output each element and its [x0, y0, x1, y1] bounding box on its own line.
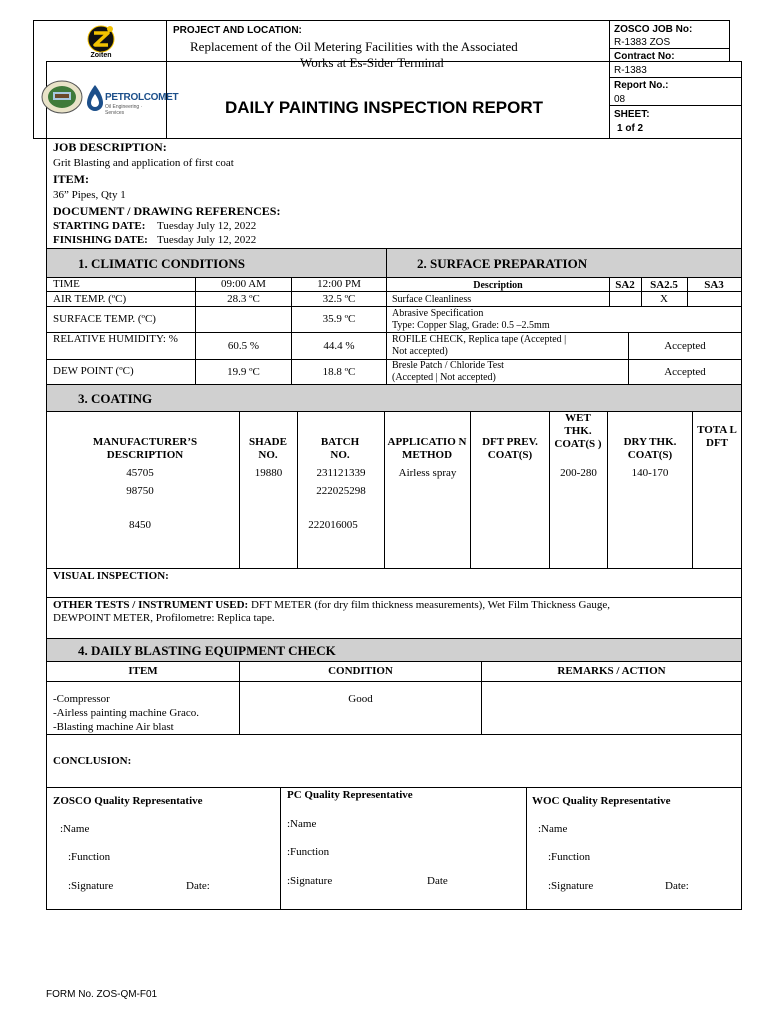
finishing-date-label: FINISHING DATE: [53, 234, 148, 246]
climatic-row-label: DEW POINT (ºC) [53, 365, 134, 377]
signature-title: ZOSCO Quality Representative [53, 795, 203, 807]
petrolcomet-logo-text: PETROLCOMET [105, 92, 179, 103]
other-tests-label: OTHER TESTS / INSTRUMENT USED: [53, 599, 249, 611]
coating-batch: 222016005 [308, 519, 358, 531]
signature-title: PC Quality Representative [287, 789, 413, 801]
contract-value: R-1383 [614, 65, 647, 76]
climatic-row-label: SURFACE TEMP. (ºC) [53, 313, 156, 325]
coating-method: Airless spray [398, 467, 457, 479]
signature-name: :Name [538, 823, 568, 835]
surface-col-sa25: SA2.5 [650, 279, 678, 291]
signature-function: :Function [548, 851, 591, 863]
signature-date: Date: [186, 880, 210, 892]
coating-header-manufacturer: MANUFACTURER’S DESCRIPTION [92, 436, 198, 461]
signature-signature: :Signature [548, 880, 594, 892]
profile-check-line-2: Not accepted) [392, 346, 448, 357]
petrolcomet-logo-subtext: Oil Engineering · Services [105, 104, 143, 116]
zoiten-logo [82, 24, 120, 62]
coating-header-dft-prev: DFT PREV. COAT(S) [482, 436, 538, 461]
zoiten-logo-text: Zoiten [90, 52, 112, 59]
project-label: PROJECT AND LOCATION: [173, 25, 302, 36]
bresle-test-line-2: (Accepted | Not accepted) [392, 372, 496, 383]
equipment-header-condition: CONDITION [328, 665, 393, 677]
petrolcomet-logo [86, 84, 179, 116]
signature-name: :Name [60, 823, 90, 835]
climatic-row-label: RELATIVE HUMIDITY: % [53, 333, 178, 345]
visual-inspection-label: VISUAL INSPECTION: [53, 570, 169, 582]
other-tests [53, 599, 610, 612]
report-no-value: 08 [614, 94, 626, 105]
signature-function: :Function [287, 846, 330, 858]
signature-signature: :Signature [287, 875, 333, 887]
climatic-row-value-2: 18.8 ºC [322, 366, 356, 378]
form-number: FORM No. ZOS-QM-F01 [46, 989, 158, 1000]
climatic-row-value-1: 28.3 ºC [227, 293, 260, 305]
coating-dry: 140-170 [631, 467, 669, 479]
report-no-label: Report No.: [614, 80, 669, 91]
zosco-job-value: R-1383 ZOS [614, 37, 671, 48]
signature-signature: :Signature [68, 880, 114, 892]
coating-batch: 222025298 [316, 485, 366, 497]
climatic-row-value-2: 12:00 PM [317, 278, 361, 290]
surface-col-sa2: SA2 [615, 279, 635, 291]
equipment-header-item: ITEM [128, 665, 158, 677]
item-label: ITEM: [53, 172, 89, 186]
surface-col-sa3: SA3 [704, 279, 724, 291]
equipment-item: -Airless painting machine Graco. [53, 707, 200, 719]
climatic-row-value-1: 60.5 % [227, 340, 260, 352]
zosco-job-label: ZOSCO JOB No: [614, 24, 693, 35]
coating-manufacturer: 98750 [126, 485, 154, 497]
project-line-1: Replacement of the Oil Metering Facilities with the Associated [190, 39, 518, 54]
coating-header-dry: DRY THK. COAT(S) [623, 436, 677, 461]
equipment-title: 4. DAILY BLASTING EQUIPMENT CHECK [78, 643, 336, 658]
coating-manufacturer: 45705 [126, 467, 154, 479]
climatic-conditions-title: 1. CLIMATIC CONDITIONS [78, 256, 245, 271]
starting-date-value: Tuesday July 12, 2022 [157, 220, 257, 232]
climatic-row-value-2: 32.5 ºC [322, 293, 356, 305]
profile-check-value: Accepted [664, 340, 706, 352]
surface-preparation-title: 2. SURFACE PREPARATION [417, 256, 588, 271]
sheet-value: 1 of 2 [617, 123, 644, 134]
surface-cleanliness-label: Surface Cleanliness [392, 294, 472, 305]
bresle-test-value: Accepted [664, 366, 706, 378]
climatic-row-value-2: 44.4 % [323, 340, 355, 352]
job-description-value: Grit Blasting and application of first coat [53, 157, 234, 169]
climatic-row-label: AIR TEMP. (ºC) [53, 293, 127, 305]
equipment-item: -Compressor [53, 693, 110, 705]
starting-date-label: STARTING DATE: [53, 220, 146, 232]
climatic-row-label: TIME [53, 278, 80, 290]
equipment-header-remarks: REMARKS / ACTION [557, 665, 666, 677]
coating-batch: 231121339 [316, 467, 366, 479]
equipment-condition: Good [348, 693, 373, 705]
bresle-test-line-1: Bresle Patch / Chloride Test [392, 360, 504, 371]
coating-title: 3. COATING [78, 391, 153, 406]
coating-header-wet: WET THK. COAT(S ) [554, 412, 602, 450]
profile-check-line-1: ROFILE CHECK, Replica tape (Accepted | [392, 334, 567, 345]
document-references-label: DOCUMENT / DRAWING REFERENCES: [53, 204, 281, 218]
surface-cleanliness-mark: X [660, 293, 668, 305]
coating-header-batch: BATCH NO. [320, 436, 360, 461]
contract-label: Contract No: [614, 51, 675, 62]
climatic-row-value-1: 09:00 AM [221, 278, 266, 290]
signature-title: WOC Quality Representative [532, 795, 671, 807]
coating-wet: 200-280 [560, 467, 597, 479]
surface-col-description: Description [473, 280, 523, 291]
emblem-logo [41, 80, 83, 114]
coating-manufacturer: 8450 [129, 519, 151, 531]
coating-shade: 19880 [254, 467, 283, 479]
report-title: DAILY PAINTING INSPECTION REPORT [225, 98, 544, 117]
equipment-item: -Blasting machine Air blast [53, 721, 174, 733]
abrasive-spec-line-2: Type: Copper Slag, Grade: 0.5 –2.5mm [392, 320, 550, 331]
conclusion-label: CONCLUSION: [53, 755, 132, 767]
signature-name: :Name [287, 818, 317, 830]
signature-function: :Function [68, 851, 111, 863]
other-tests-value: DFT METER (for dry film thickness measurements), Wet Film Thickness Gauge, [248, 599, 610, 611]
sheet-label: SHEET: [614, 109, 650, 120]
item-value: 36” Pipes, Qty 1 [53, 189, 126, 201]
climatic-row-value-2: 35.9 ºC [322, 313, 356, 325]
other-tests-value-line-2: DEWPOINT METER, Profilometre: Replica tape. [53, 612, 275, 624]
coating-header-total: TOTA L DFT [697, 424, 737, 449]
signature-date: Date [427, 875, 448, 887]
finishing-date-value: Tuesday July 12, 2022 [157, 234, 257, 246]
coating-header-shade: SHADE NO. [249, 436, 287, 461]
job-description-label: JOB DESCRIPTION: [53, 140, 167, 154]
abrasive-spec-line-1: Abrasive Specification [392, 308, 484, 319]
climatic-row-value-1: 19.9 ºC [227, 366, 260, 378]
signature-date: Date: [665, 880, 689, 892]
coating-header-application: APPLICATIO N METHOD [387, 436, 467, 461]
project-line-2: Works at Es-Sider Terminal [300, 55, 445, 70]
